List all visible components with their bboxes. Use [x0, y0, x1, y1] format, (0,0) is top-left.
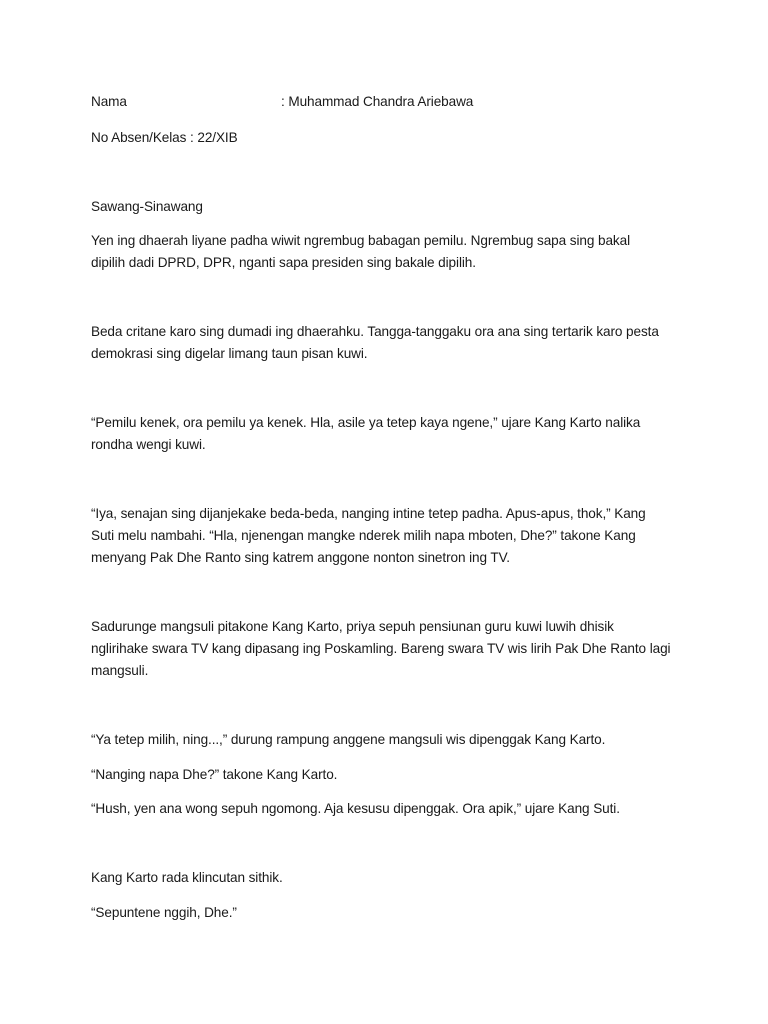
- paragraph-1-line-2: dipilih dadi DPRD, DPR, nganti sapa presiden sing bakale dipilih.: [91, 255, 476, 270]
- paragraph-5-line-3: mangsuli.: [91, 663, 149, 678]
- paragraph-2-line-1: Beda critane karo sing dumadi ing dhaerahku. Tangga-tanggaku ora ana sing tertarik karo pesta: [91, 324, 659, 339]
- paragraph-10: “Sepuntene nggih, Dhe.”: [91, 905, 237, 920]
- paragraph-5-line-1: Sadurunge mangsuli pitakone Kang Karto, priya sepuh pensiunan guru kuwi luwih dhisik: [91, 619, 614, 634]
- paragraph-6: “Ya tetep milih, ning...,” durung rampung anggene mangsuli wis dipenggak Kang Karto.: [91, 732, 606, 747]
- name-field: [91, 91, 474, 113]
- paragraph-3-line-2: rondha wengi kuwi.: [91, 437, 206, 452]
- name-label: Nama: [91, 94, 127, 109]
- absen-kelas-field: No Absen/Kelas : 22/XIB: [91, 130, 238, 145]
- paragraph-4-line-1: “Iya, senajan sing dijanjekake beda-beda, nanging intine tetep padha. Apus-apus, thok,” Kang: [91, 506, 646, 521]
- paragraph-5-line-2: nglirihake swara TV kang dipasang ing Poskamling. Bareng swara TV wis lirih Pak Dhe Ranto lagi: [91, 641, 671, 656]
- paragraph-4-line-3: menyang Pak Dhe Ranto sing katrem anggone nonton sinetron ing TV.: [91, 550, 510, 565]
- paragraph-1-line-1: Yen ing dhaerah liyane padha wiwit ngrembug babagan pemilu. Ngrembug sapa sing bakal: [91, 233, 630, 248]
- paragraph-9: Kang Karto rada klincutan sithik.: [91, 870, 283, 885]
- story-title: Sawang-Sinawang: [91, 199, 203, 214]
- paragraph-7: “Nanging napa Dhe?” takone Kang Karto.: [91, 767, 338, 782]
- paragraph-8: “Hush, yen ana wong sepuh ngomong. Aja kesusu dipenggak. Ora apik,” ujare Kang Suti.: [91, 801, 620, 816]
- name-value: : Muhammad Chandra Ariebawa: [281, 94, 474, 109]
- paragraph-4-line-2: Suti melu nambahi. “Hla, njenengan mangke nderek milih napa mboten, Dhe?” takone Kang: [91, 528, 636, 543]
- paragraph-2-line-2: demokrasi sing digelar limang taun pisan kuwi.: [91, 346, 368, 361]
- paragraph-3-line-1: “Pemilu kenek, ora pemilu ya kenek. Hla, asile ya tetep kaya ngene,” ujare Kang Karto nalika: [91, 415, 641, 430]
